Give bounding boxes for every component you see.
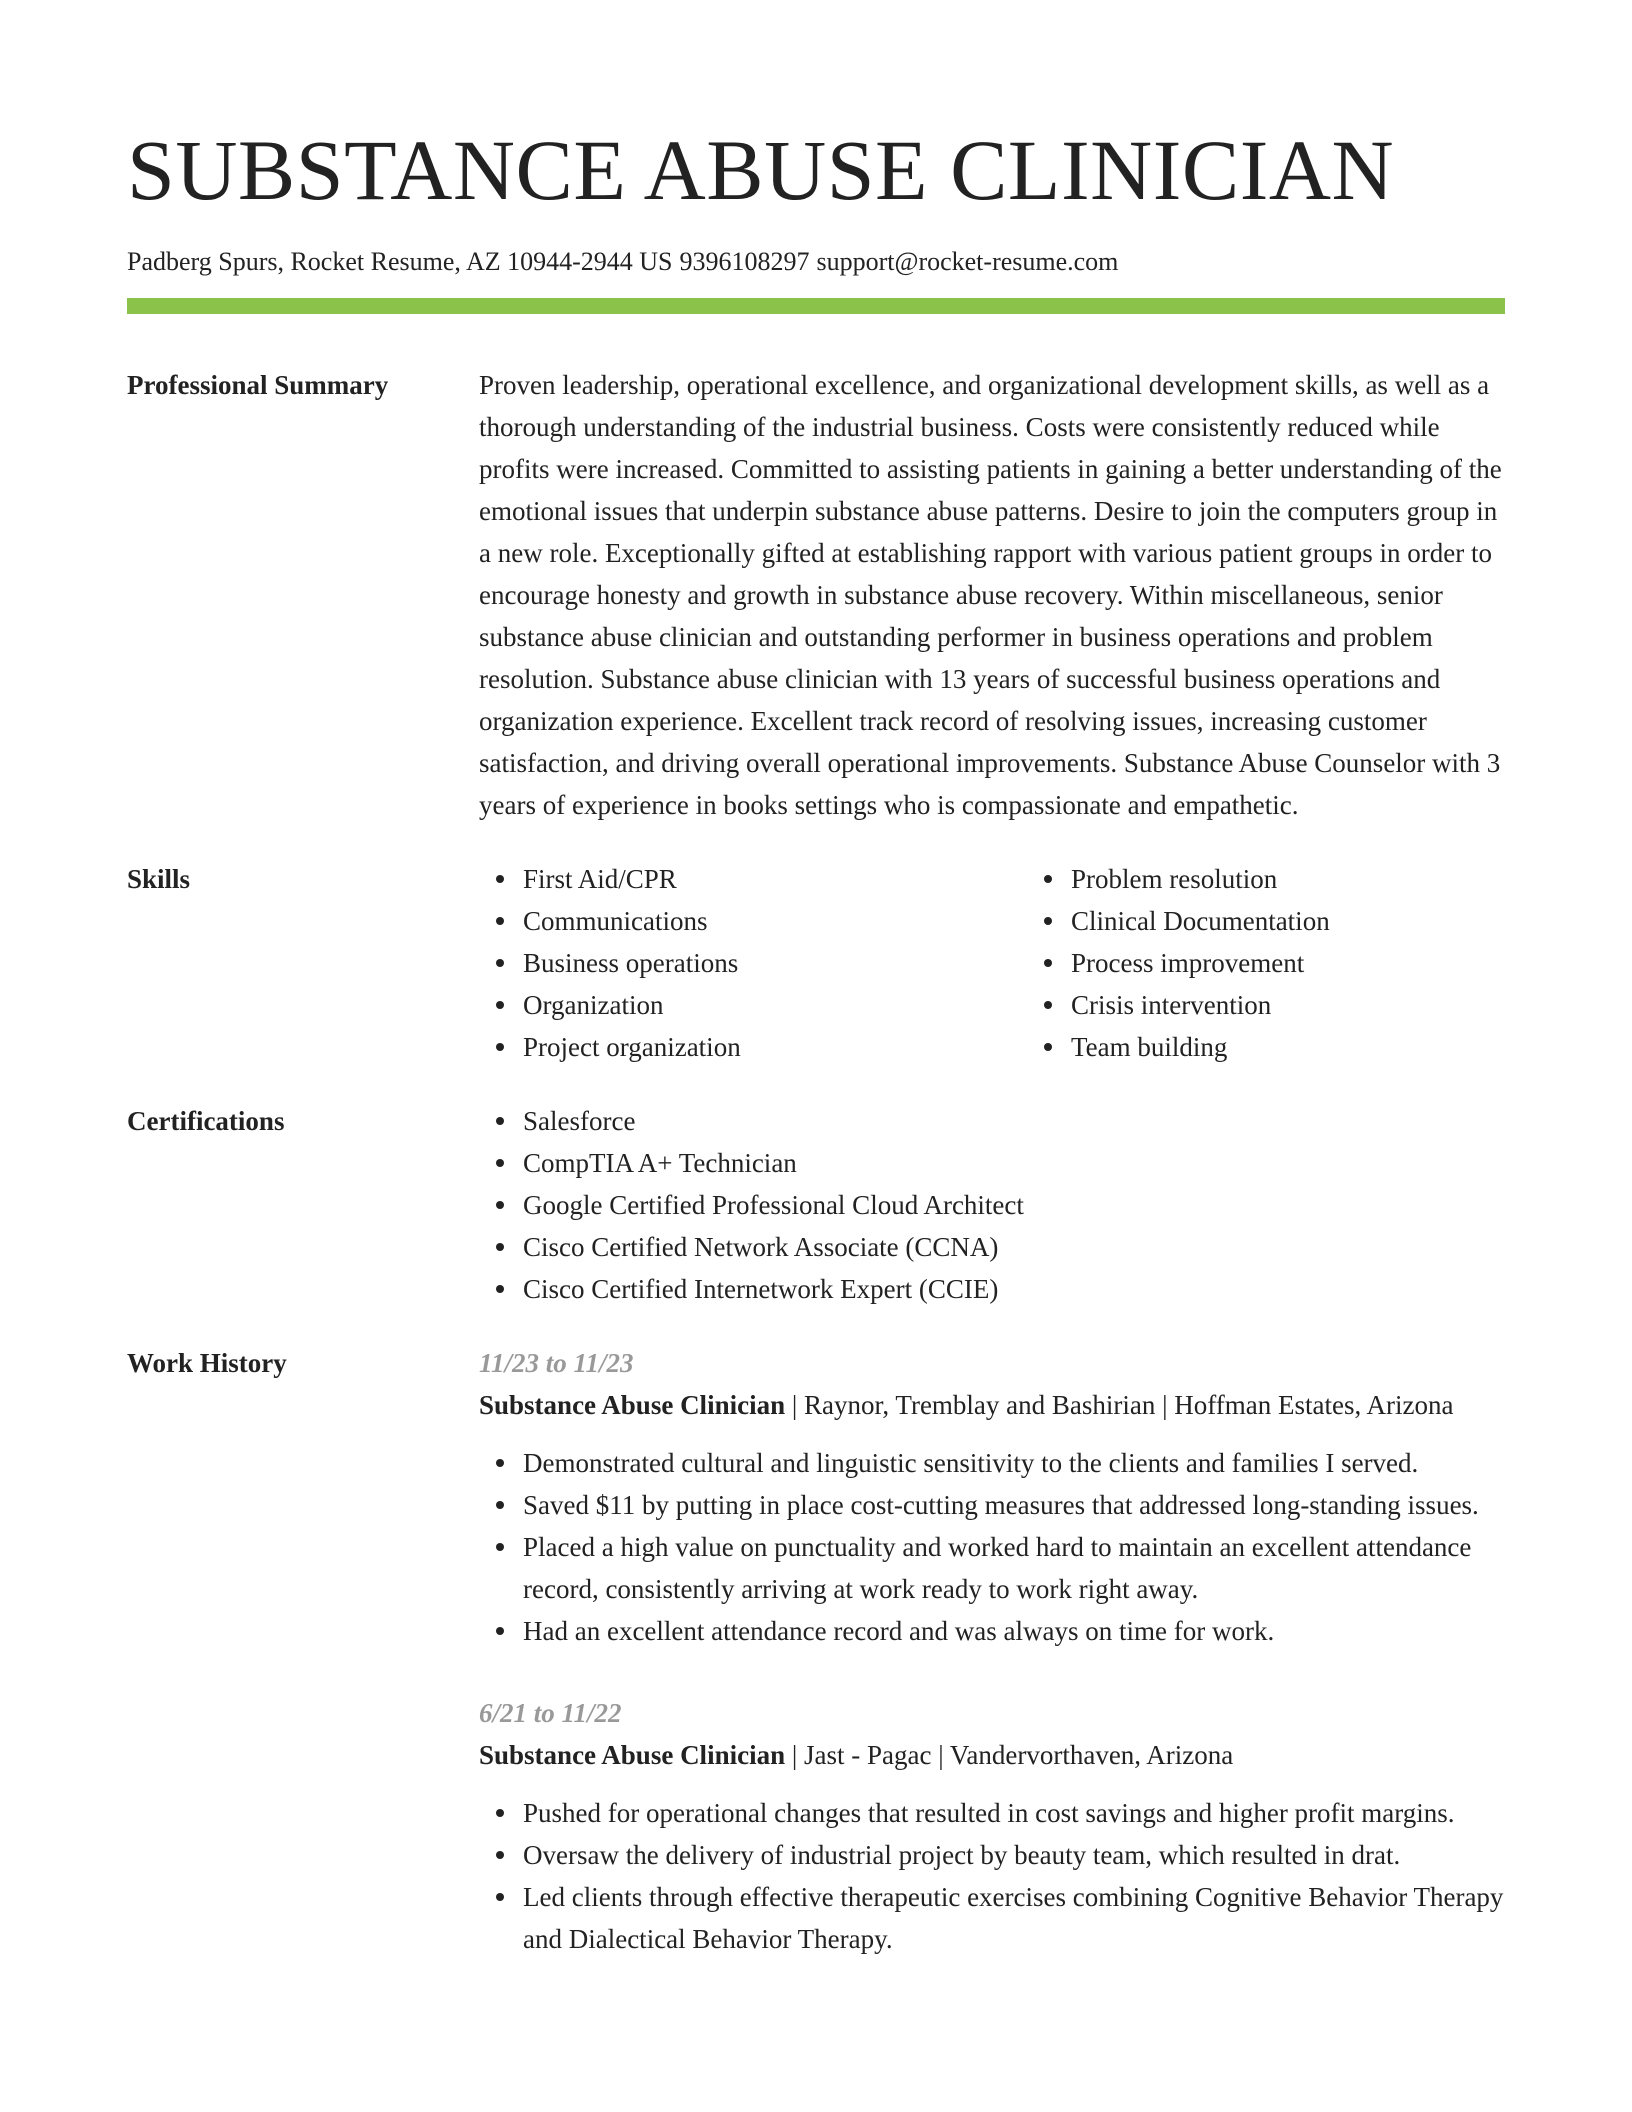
skills-list-left [479,858,1027,1068]
job-duty-item: Placed a high value on punctuality and worked hard to maintain an excellent attendance record, consistently arriving at work ready to work right away. [523,1526,1505,1610]
work-history-section [127,1342,1505,1960]
skill-item: Problem resolution [1071,858,1575,900]
skills-list-right [1027,858,1575,1068]
skill-item: Team building [1071,1026,1575,1068]
section-heading-certifications: Certifications [127,1106,285,1136]
skill-item: Communications [523,900,1027,942]
job-heading [479,1384,1505,1426]
header-divider [127,298,1505,314]
job-duty-item: Led clients through effective therapeutic exercises combining Cognitive Behavior Therapy and Dialectical Behavior Therapy. [523,1876,1505,1960]
professional-summary-section [127,364,1505,826]
job-employer-location: | Raynor, Tremblay and Bashirian | Hoffman Estates, Arizona [785,1390,1454,1420]
skill-item: Organization [523,984,1027,1026]
certification-item: Google Certified Professional Cloud Architect [523,1184,1505,1226]
skills-columns [479,858,1575,1068]
summary-text: Proven leadership, operational excellence, and organizational development skills, as well as a thorough understanding of the industrial business. Costs were consistently reduced while profits were increased. Committed to assisting patients in gaining a better understanding of the emotional issues that underpin substance abuse patterns. Desire to join the computers group in a new role. Exceptionally gifted at establishing rapport with various patient groups in order to encourage honesty and growth in substance abuse recovery. Within miscellaneous, senior substance abuse clinician and outstanding performer in business operations and problem resolution. Substance abuse clinician with 13 years of successful business operations and organization experience. Excellent track record of resolving issues, increasing customer satisfaction, and driving overall operational improvements. Substance Abuse Counselor with 3 years of experience in books settings who is compassionate and empathetic. [479,370,1502,820]
job-title: Substance Abuse Clinician [479,1390,786,1420]
phone-text: 9396108297 [679,247,810,276]
job-title: Substance Abuse Clinician [479,1740,786,1770]
contact-info [127,246,1505,278]
job-duty-item: Demonstrated cultural and linguistic sensitivity to the clients and families I served. [523,1442,1505,1484]
job-entry [479,1692,1505,1960]
resume-title: SUBSTANCE ABUSE CLINICIAN [127,122,1395,218]
job-duties-list [479,1792,1505,1960]
job-employer-location: | Jast - Pagac | Vandervorthaven, Arizona [785,1740,1234,1770]
certifications-list [479,1100,1505,1310]
skill-item: Business operations [523,942,1027,984]
skill-item: Clinical Documentation [1071,900,1575,942]
address-text: Padberg Spurs, Rocket Resume, AZ 10944-2944 US [127,247,673,276]
job-duties-list [479,1442,1505,1652]
section-heading-work-history: Work History [127,1348,287,1378]
resume-page [127,0,1505,1960]
certification-item: CompTIA A+ Technician [523,1142,1505,1184]
certification-item: Cisco Certified Internetwork Expert (CCIE) [523,1268,1505,1310]
section-heading-summary: Professional Summary [127,370,389,400]
certifications-section [127,1100,1505,1310]
skill-item: Process improvement [1071,942,1575,984]
skill-item: Crisis intervention [1071,984,1575,1026]
certifications-body [479,1100,1505,1310]
certification-item: Salesforce [523,1100,1505,1142]
skills-section [127,858,1505,1068]
job-duty-item: Had an excellent attendance record and was always on time for work. [523,1610,1505,1652]
job-dates: 11/23 to 11/23 [479,1348,634,1378]
certification-item: Cisco Certified Network Associate (CCNA) [523,1226,1505,1268]
work-history-body [479,1342,1505,1960]
job-duty-item: Saved $11 by putting in place cost-cutting measures that addressed long-standing issues. [523,1484,1505,1526]
email-link[interactable]: support@rocket-resume.com [816,247,1119,276]
skill-item: Project organization [523,1026,1027,1068]
skill-item: First Aid/CPR [523,858,1027,900]
job-heading [479,1734,1505,1776]
section-heading-skills: Skills [127,864,191,894]
job-duty-item: Oversaw the delivery of industrial project by beauty team, which resulted in drat. [523,1834,1505,1876]
job-entry [479,1342,1505,1652]
job-dates: 6/21 to 11/22 [479,1698,622,1728]
job-duty-item: Pushed for operational changes that resulted in cost savings and higher profit margins. [523,1792,1505,1834]
